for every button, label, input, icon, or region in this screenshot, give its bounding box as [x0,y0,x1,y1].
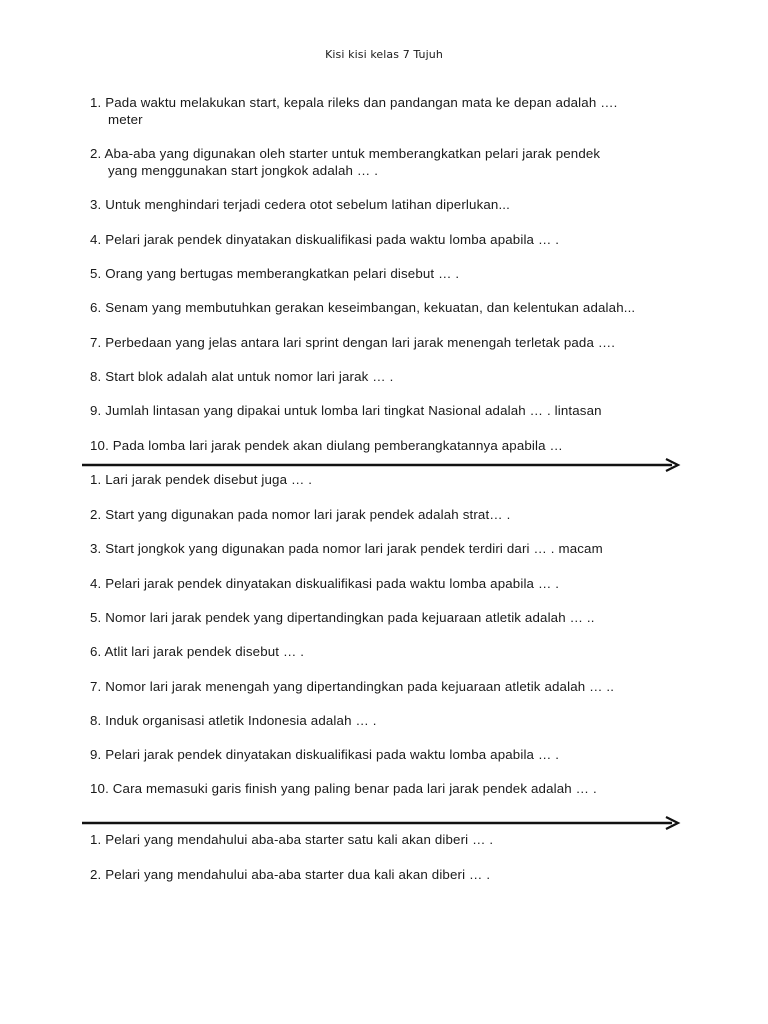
question-text: 1. Pada waktu melakukan start, kepala rileks dan pandangan mata ke depan adalah …. [90,95,618,110]
question-1-2 [90,145,690,179]
question-2-2: 2. Start yang digunakan pada nomor lari jarak pendek adalah strat… . [90,507,511,522]
question-1-8: 8. Start blok adalah alat untuk nomor lari jarak … . [90,369,394,384]
question-1-6: 6. Senam yang membutuhkan gerakan keseimbangan, kekuatan, dan kelentukan adalah... [90,300,636,315]
page-title: Kisi kisi kelas 7 Tujuh [325,48,443,61]
question-1-1 [90,94,690,128]
question-3-1: 1. Pelari yang mendahului aba-aba starter satu kali akan diberi … . [90,832,494,847]
question-2-8: 8. Induk organisasi atletik Indonesia adalah … . [90,713,377,728]
question-text-continued: meter [108,112,143,127]
question-text-continued: yang menggunakan start jongkok adalah … . [108,163,379,178]
question-1-10: 10. Pada lomba lari jarak pendek akan diulang pemberangkatannya apabila … [90,438,563,453]
question-2-7: 7. Nomor lari jarak menengah yang dipertandingkan pada kejuaraan atletik adalah … .. [90,679,615,694]
question-text: 2. Aba-aba yang digunakan oleh starter untuk memberangkatkan pelari jarak pendek [90,146,601,161]
question-1-5: 5. Orang yang bertugas memberangkatkan pelari disebut … . [90,266,460,281]
question-1-4: 4. Pelari jarak pendek dinyatakan diskualifikasi pada waktu lomba apabila … . [90,232,560,247]
question-1-9: 9. Jumlah lintasan yang dipakai untuk lomba lari tingkat Nasional adalah … . lintasan [90,403,602,418]
section-divider-arrow [82,458,682,472]
question-3-2: 2. Pelari yang mendahului aba-aba starter dua kali akan diberi … . [90,867,491,882]
question-1-3: 3. Untuk menghindari terjadi cedera otot sebelum latihan diperlukan... [90,197,510,212]
question-2-10: 10. Cara memasuki garis finish yang paling benar pada lari jarak pendek adalah … . [90,781,597,796]
question-2-1: 1. Lari jarak pendek disebut juga … . [90,472,313,487]
question-1-7: 7. Perbedaan yang jelas antara lari sprint dengan lari jarak menengah terletak pada …. [90,335,616,350]
question-2-3: 3. Start jongkok yang digunakan pada nomor lari jarak pendek terdiri dari … . macam [90,541,603,556]
question-2-4: 4. Pelari jarak pendek dinyatakan diskualifikasi pada waktu lomba apabila … . [90,576,560,591]
question-2-9: 9. Pelari jarak pendek dinyatakan diskualifikasi pada waktu lomba apabila … . [90,747,560,762]
question-2-5: 5. Nomor lari jarak pendek yang dipertandingkan pada kejuaraan atletik adalah … .. [90,610,595,625]
question-2-6: 6. Atlit lari jarak pendek disebut … . [90,644,305,659]
section-divider-arrow [82,816,682,830]
